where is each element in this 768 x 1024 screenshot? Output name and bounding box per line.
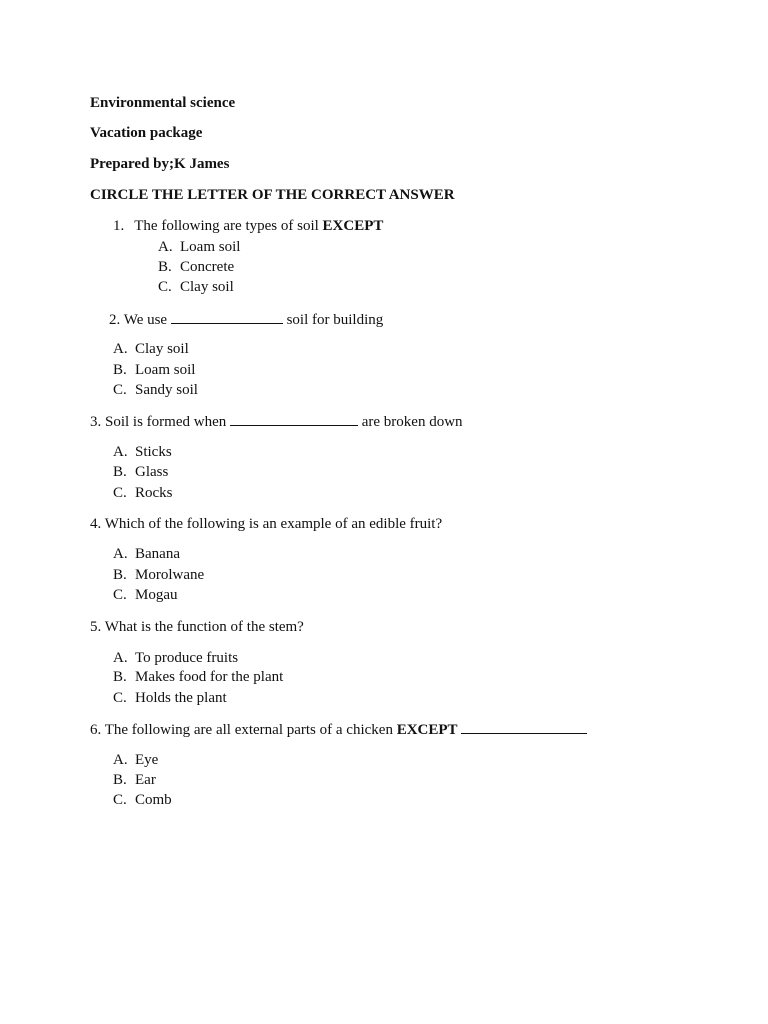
question-number: 2. <box>109 312 121 328</box>
option-2b <box>113 361 195 379</box>
option-text: Eye <box>135 752 159 768</box>
question-text: We use <box>123 312 171 328</box>
option-text: Ear <box>135 772 156 788</box>
question-text: What is the function of the stem? <box>104 619 304 635</box>
question-text: Which of the following is an example of an edible fruit? <box>104 516 443 532</box>
question-text-end: soil for building <box>282 312 384 328</box>
option-6c <box>113 791 172 809</box>
question-text-end: are broken down <box>358 414 463 430</box>
question-emphasis: EXCEPT <box>396 722 458 738</box>
option-text: Comb <box>135 792 172 808</box>
option-text: To produce fruits <box>135 650 239 666</box>
option-letter: C. <box>113 382 127 398</box>
option-1a <box>158 238 240 256</box>
question-number: 4. <box>90 516 102 532</box>
option-letter: C. <box>113 485 127 501</box>
question-4 <box>90 515 442 533</box>
option-letter: C. <box>158 279 172 295</box>
option-text: Rocks <box>135 485 173 501</box>
package-title: Vacation package <box>90 125 203 141</box>
option-3b <box>113 463 168 481</box>
option-text: Morolwane <box>135 567 205 583</box>
option-5b <box>113 668 283 686</box>
subject-title: Environmental science <box>90 95 236 111</box>
question-text: The following are types of soil <box>134 218 323 234</box>
option-6b <box>113 771 156 789</box>
option-letter: A. <box>113 444 128 460</box>
question-3 <box>90 412 463 431</box>
option-letter: B. <box>113 362 127 378</box>
question-number: 6. <box>90 722 102 738</box>
question-1 <box>113 217 383 235</box>
option-5c <box>113 689 227 707</box>
option-letter: A. <box>113 752 128 768</box>
option-6a <box>113 751 158 769</box>
option-letter: A. <box>158 239 173 255</box>
option-text: Holds the plant <box>135 690 227 706</box>
option-3a <box>113 443 172 461</box>
option-letter: A. <box>113 546 128 562</box>
question-text: The following are all external parts of a chicken <box>104 722 397 738</box>
answer-blank <box>461 720 587 734</box>
answer-blank <box>171 310 283 324</box>
option-4c <box>113 586 178 604</box>
option-text: Loam soil <box>135 362 196 378</box>
option-letter: A. <box>113 341 128 357</box>
option-1c <box>158 278 234 296</box>
option-letter: C. <box>113 690 127 706</box>
option-text: Concrete <box>180 259 235 275</box>
option-text: Loam soil <box>180 239 241 255</box>
question-number: 3. <box>90 414 102 430</box>
option-5a <box>113 649 238 667</box>
question-emphasis: EXCEPT <box>322 218 384 234</box>
option-text: Glass <box>135 464 169 480</box>
answer-blank <box>230 412 358 426</box>
option-2a <box>113 340 189 358</box>
option-3c <box>113 484 173 502</box>
option-text: Mogau <box>135 587 178 603</box>
option-text: Clay soil <box>180 279 234 295</box>
option-1b <box>158 258 234 276</box>
question-6 <box>90 720 587 739</box>
option-text: Sandy soil <box>135 382 198 398</box>
option-letter: C. <box>113 587 127 603</box>
option-letter: B. <box>113 464 127 480</box>
option-text: Makes food for the plant <box>135 669 284 685</box>
option-text: Sticks <box>135 444 172 460</box>
option-letter: C. <box>113 792 127 808</box>
question-number: 1. <box>113 218 125 234</box>
option-letter: B. <box>113 567 127 583</box>
option-letter: B. <box>113 772 127 788</box>
option-2c <box>113 381 198 399</box>
option-letter: B. <box>113 669 127 685</box>
question-number: 5. <box>90 619 102 635</box>
option-text: Banana <box>135 546 180 562</box>
option-letter: A. <box>113 650 128 666</box>
option-4a <box>113 545 180 563</box>
prepared-by: Prepared by;K James <box>90 156 230 172</box>
question-5 <box>90 618 304 636</box>
option-4b <box>113 566 204 584</box>
instructions: CIRCLE THE LETTER OF THE CORRECT ANSWER <box>90 187 455 203</box>
option-text: Clay soil <box>135 341 189 357</box>
question-2 <box>109 310 383 329</box>
question-text: Soil is formed when <box>105 414 230 430</box>
option-letter: B. <box>158 259 172 275</box>
